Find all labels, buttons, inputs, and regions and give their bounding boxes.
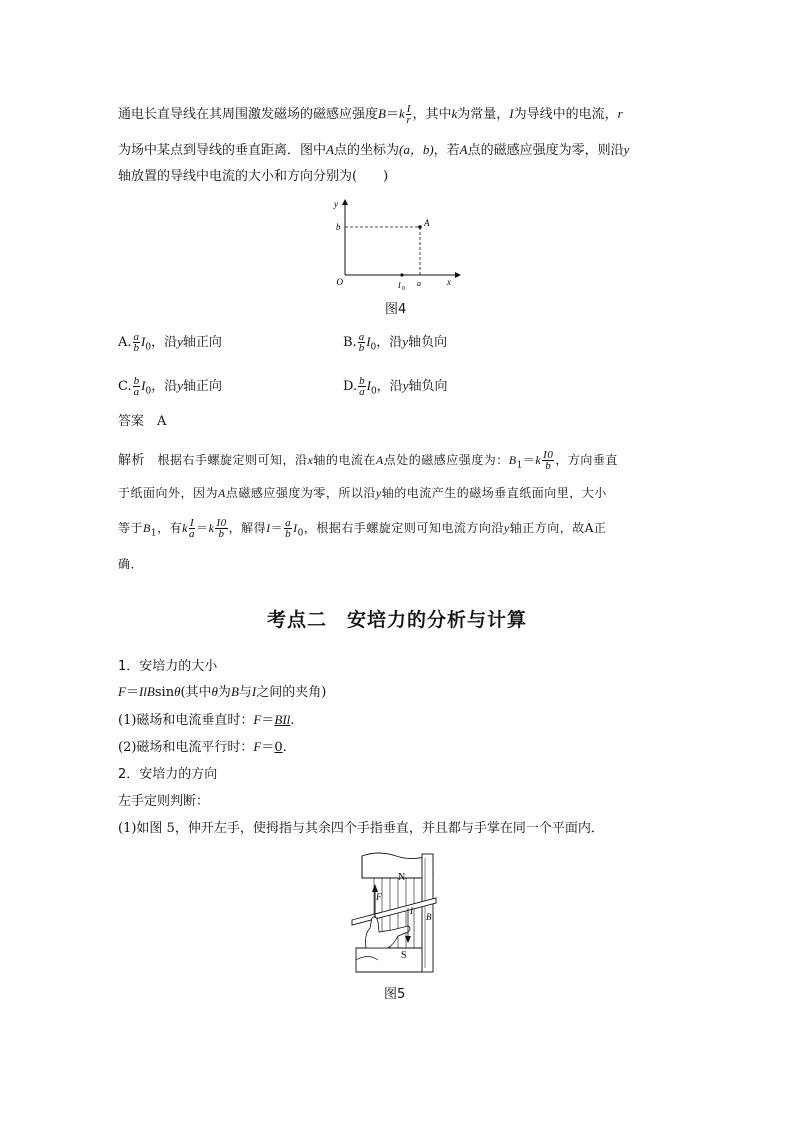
den: b	[358, 342, 365, 354]
text: 点的坐标为	[333, 143, 399, 158]
option-ref: A	[584, 521, 594, 535]
text: 点磁感应强度为零，所以沿	[225, 486, 376, 500]
eq: ＝	[261, 740, 275, 755]
step-1: (1)如图 5，伸开左手，使拇指与其余四个手指垂直，并且都与手掌在同一个平面内．	[118, 821, 604, 836]
num: a	[133, 331, 140, 343]
text: ，方向垂直	[555, 453, 618, 467]
text: ，沿	[376, 335, 403, 350]
var-A: A	[459, 142, 468, 157]
var-B: B	[143, 521, 151, 535]
text: 正	[593, 521, 607, 535]
den: b	[285, 528, 292, 540]
south-pole-block	[356, 948, 422, 972]
option-a[interactable]	[118, 332, 222, 357]
num: I0	[216, 517, 227, 529]
var-A: A	[218, 486, 226, 500]
x-arrow	[455, 272, 461, 278]
fraction	[284, 518, 292, 539]
var-k: k	[398, 106, 405, 121]
question-line-2	[118, 141, 629, 160]
N-label: N	[398, 872, 406, 883]
label: D.	[343, 379, 358, 394]
var-y: y	[177, 334, 183, 349]
num: I	[406, 103, 411, 115]
text: (2)磁场和电流平行时：	[118, 740, 254, 755]
text: 点的磁感应强度为零，则沿	[467, 143, 624, 158]
sub: 0	[297, 528, 304, 539]
text: 轴的电流产生的磁场垂直纸面向里，大小	[381, 486, 607, 500]
var-IlB: IlB	[138, 684, 155, 699]
B-label: B	[426, 912, 432, 922]
label: C.	[118, 379, 132, 394]
a-label: a	[417, 279, 421, 288]
section-title: 考点二 安培力的分析与计算	[266, 609, 527, 631]
text: 为场中某点到导线的垂直距离．图中	[118, 143, 327, 158]
fraction	[215, 518, 227, 539]
num: a	[285, 517, 292, 529]
fraction	[189, 518, 195, 539]
eq: ＝	[261, 713, 275, 728]
left-hand-rule: 左手定则判断：	[118, 794, 210, 809]
den: b	[218, 528, 225, 540]
den: a	[189, 528, 196, 540]
sub: 0	[145, 386, 152, 397]
var-y: y	[375, 486, 382, 500]
text: ，解得	[228, 521, 267, 535]
var-k: k	[208, 521, 215, 535]
text: (1)磁场和电流垂直时：	[118, 713, 254, 728]
var-A: A	[375, 453, 384, 467]
answer	[118, 413, 166, 431]
text: ，有	[157, 521, 183, 535]
sin: sin	[154, 685, 175, 700]
text: ，若	[433, 143, 460, 158]
var-B: B	[508, 453, 517, 467]
text: ，其中	[412, 107, 452, 122]
y-arrow	[342, 199, 348, 205]
F-label: F	[376, 892, 382, 902]
var-B: B	[378, 106, 386, 121]
point-A	[418, 225, 422, 229]
text: 通电长直导线在其周围激发磁场的磁感应强度	[118, 107, 379, 122]
text: 轴正向	[182, 335, 222, 350]
fraction	[542, 450, 554, 471]
subsection-2: 2．安培力的方向	[118, 767, 218, 782]
text: 之间的夹角)	[256, 685, 327, 700]
explanation-line-3	[118, 518, 606, 542]
var-I: I	[366, 334, 371, 349]
option-c[interactable]	[118, 376, 222, 401]
theta: θ	[211, 684, 218, 699]
formula-line	[118, 683, 326, 702]
eq: ＝	[196, 521, 209, 535]
answer-zero: 0	[274, 740, 283, 755]
explanation-label: 解析	[118, 453, 146, 468]
force-arrowhead	[372, 884, 378, 892]
fraction-I-over-r	[406, 104, 412, 125]
sub: 1	[150, 528, 158, 539]
figure-5-left-hand-rule	[348, 848, 443, 973]
figure-5-caption: 图5	[384, 987, 406, 1002]
num: I0	[543, 449, 554, 461]
var-k: k	[182, 521, 188, 535]
period: .	[282, 740, 287, 755]
sub: 0	[370, 342, 377, 353]
text: 轴正方向，故	[509, 521, 585, 535]
I-label: I	[410, 906, 413, 916]
num: b	[133, 375, 140, 387]
fraction	[358, 332, 366, 353]
num: I	[189, 517, 195, 529]
var-y: y	[503, 521, 510, 535]
I0-sub: 0	[402, 286, 405, 292]
text: 为导线中的电流，	[513, 107, 618, 122]
figure-4-graph	[330, 195, 465, 295]
var-x: x	[307, 453, 314, 467]
x-label: x	[447, 277, 451, 287]
answer-BIl: BIl	[274, 712, 291, 727]
eq: ＝	[125, 685, 139, 700]
label: A.	[118, 335, 132, 350]
coord: (a，b)	[398, 142, 434, 157]
fraction	[358, 376, 366, 397]
y-label: y	[334, 199, 338, 209]
var-y: y	[402, 378, 409, 393]
var-I: I	[141, 378, 146, 393]
option-b[interactable]	[343, 332, 447, 357]
var-y: y	[402, 334, 409, 349]
text: 轴放置的导线中电流的大小和方向分别为( )	[118, 169, 389, 184]
text: ，沿	[376, 379, 403, 394]
period: .	[290, 713, 295, 728]
var-I: I	[141, 334, 146, 349]
text: 为	[217, 685, 231, 700]
var-I: I	[293, 521, 298, 535]
text: 为常量，	[457, 107, 510, 122]
den: r	[406, 114, 411, 126]
var-r: r	[617, 106, 623, 121]
option-d[interactable]	[343, 376, 447, 401]
text: 轴正向	[183, 379, 223, 394]
var-y: y	[177, 378, 183, 393]
var-I: I	[509, 106, 514, 121]
case-parallel	[118, 738, 287, 757]
var-k: k	[451, 106, 458, 121]
case-perpendicular	[118, 711, 294, 730]
eq: ＝	[385, 107, 399, 122]
text: 轴负向	[408, 335, 448, 350]
explanation-line-1	[118, 450, 618, 474]
var-I: I	[366, 378, 371, 393]
answer-value: A	[157, 414, 167, 429]
text: 轴的电流在	[313, 453, 376, 467]
theta: θ	[174, 684, 181, 699]
I0-label: I	[398, 281, 401, 290]
sub: 0	[370, 386, 377, 397]
text: 轴负向	[408, 379, 448, 394]
var-A: A	[326, 142, 334, 157]
origin-label: O	[336, 277, 343, 287]
var-F: F	[253, 739, 262, 754]
left-hand	[366, 917, 411, 948]
var-y: y	[623, 142, 630, 157]
num: a	[358, 331, 365, 343]
eq: ＝	[270, 521, 284, 535]
eq: ＝	[522, 453, 536, 467]
den: a	[359, 386, 365, 398]
text: 等于	[118, 521, 144, 535]
fraction	[133, 332, 141, 353]
b-label: b	[336, 222, 341, 232]
text: 与	[238, 685, 252, 700]
text: ，根据右手螺旋定则可知电流方向沿	[303, 521, 504, 535]
text: ，沿	[151, 335, 178, 350]
den: a	[133, 386, 140, 398]
den: b	[545, 460, 552, 472]
explanation-line-2	[118, 484, 607, 502]
label: B.	[343, 335, 357, 350]
num: b	[359, 375, 365, 387]
var-F: F	[253, 712, 262, 727]
sub: 0	[145, 342, 152, 353]
sub: 1	[516, 460, 523, 471]
answer-label: 答案	[118, 414, 145, 429]
var-B: B	[230, 684, 239, 699]
var-k: k	[535, 453, 542, 467]
question-line-1	[118, 104, 623, 125]
explanation-line-4	[118, 555, 143, 573]
text: (其中	[180, 685, 212, 700]
var-I: I	[251, 684, 257, 699]
fraction	[133, 376, 141, 397]
den: b	[133, 342, 140, 354]
subsection-1: 1．安培力的大小	[118, 659, 218, 674]
text: ，沿	[151, 379, 178, 394]
text: 点处的磁感应强度为：	[383, 453, 509, 467]
S-label: S	[401, 950, 407, 961]
question-line-3	[118, 168, 388, 186]
text: 根据右手螺旋定则可知，沿	[157, 453, 308, 467]
text: 确．	[118, 557, 144, 571]
var-I: I	[266, 521, 271, 535]
A-label: A	[424, 218, 430, 228]
point-I0	[400, 273, 403, 276]
var-F: F	[118, 684, 126, 699]
figure-4-caption: 图4	[385, 302, 407, 317]
text: 于纸面向外，因为	[118, 486, 219, 500]
